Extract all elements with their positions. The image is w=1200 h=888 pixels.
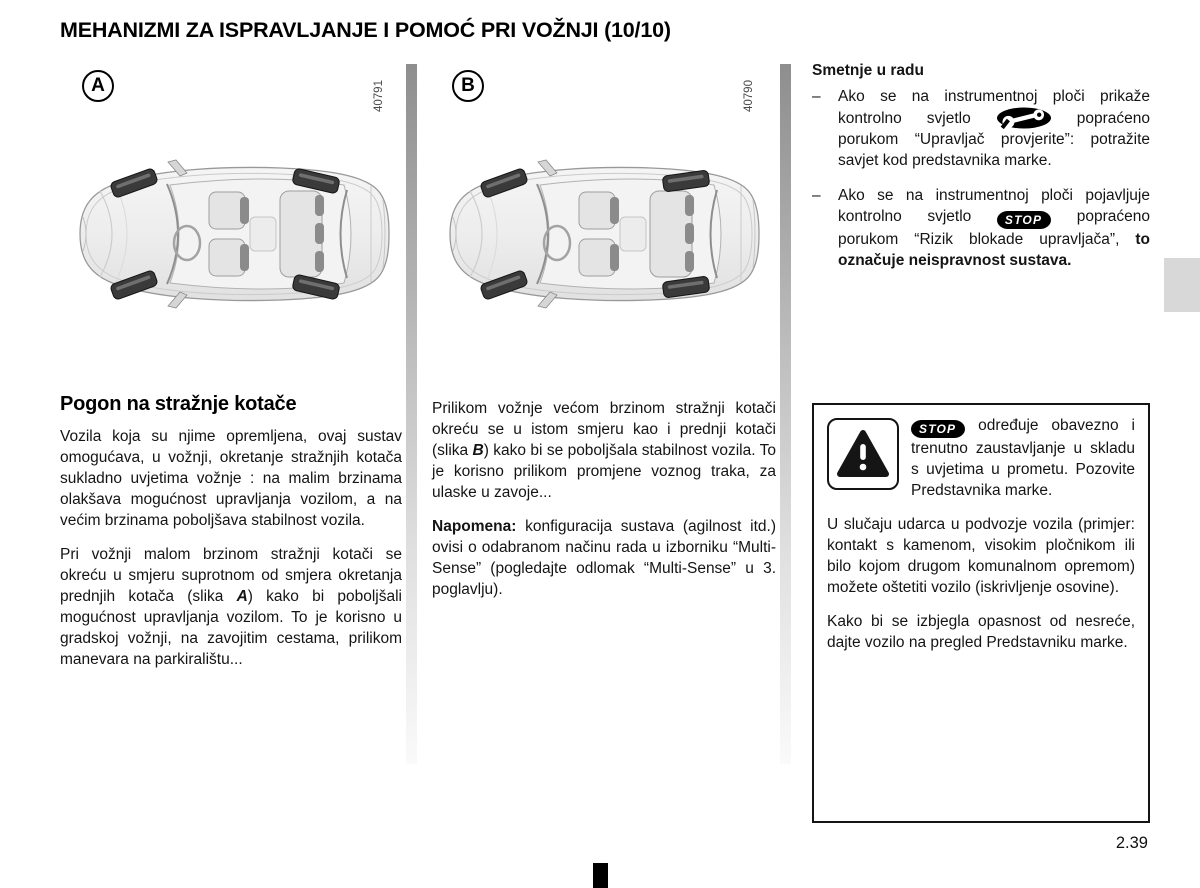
- figure-a: [60, 62, 410, 397]
- warning-paragraph: Kako bi se izbjegla opasnost od nesreće, dajte vozilo na pregled Predstavniku marke.: [827, 613, 1135, 651]
- car-top-view-b: [436, 158, 766, 310]
- figure-reference: A: [236, 588, 248, 605]
- list-item-text: [838, 86, 1150, 171]
- list-item: [812, 86, 1150, 171]
- list-item: [812, 185, 1150, 271]
- bullet-dash: –: [812, 88, 821, 105]
- text-run: popraćeno porukom “Upravljač provjerite”: potražite savjet kod predstavnika marke.: [838, 110, 1151, 169]
- text-run: određuje obavezno i trenutno zaustavljanje u skladu s uvjetima u prometu. Pozovite Predstavnika marke.: [911, 417, 1135, 499]
- figure-a-label: A: [82, 70, 114, 102]
- figure-b-ref-number: 40790: [743, 80, 755, 112]
- note-label: Napomena:: [432, 518, 517, 535]
- text-run: Pri vožnji malom brzinom stražnji kotači se okreću u smjeru suprotnom od smjera okretanja prednjih kotača (slika: [60, 546, 402, 605]
- emphasis-text: to označuje neispravnost sustava.: [838, 231, 1150, 269]
- figure-b-label: B: [452, 70, 484, 102]
- section-operating-faults: [812, 60, 1150, 285]
- page-number: 2.39: [1115, 834, 1148, 852]
- wrench-warning-light-icon: [996, 107, 1052, 129]
- car-top-view-illustration: [436, 158, 766, 310]
- text-run: ) kako bi se poboljšala stabilnost vozila. To je korisno prilikom promjene voznog traka, za ulaske u zavoje...: [432, 442, 776, 501]
- text-run: Ako se na instrumentnoj ploči pojavljuje kontrolno svjetlo: [838, 187, 1150, 225]
- page-title: MEHANIZMI ZA ISPRAVLJANJE I POMOĆ PRI VOŽNJI (10/10): [60, 18, 671, 42]
- car-top-view-illustration: [66, 158, 396, 310]
- bullet-dash: –: [812, 187, 821, 204]
- print-registration-mark: [593, 863, 608, 888]
- note-paragraph: [432, 516, 776, 600]
- section-heading: Smetnje u radu: [812, 62, 924, 79]
- stop-warning-light-badge: STOP: [997, 211, 1051, 229]
- figure-b: [430, 62, 780, 397]
- section-high-speed-behaviour: [432, 398, 776, 613]
- stop-warning-light-badge: STOP: [911, 420, 965, 438]
- text-run: Ako se na instrumentnoj ploči prikaže kontrolno svjetlo: [838, 88, 1150, 127]
- section-rear-wheel-steering: [60, 394, 402, 683]
- paragraph: [432, 398, 776, 503]
- chapter-edge-tab: [1164, 258, 1200, 312]
- list-item-text: [838, 185, 1150, 271]
- warning-paragraph: U slučaju udarca u podvozje vozila (primjer: kontakt s kamenom, visokim pločnikom ili bilo kojom drugom komunalnom opremom) možete oštetiti vozilo (iskrivljenje osovine).: [827, 516, 1135, 596]
- column-divider: [780, 64, 791, 764]
- figure-reference: B: [472, 442, 484, 459]
- text-run: konfiguracija sustava (agilnost itd.) ovisi o odabranom načinu rada u izborniku “Multi-Sense” (pogledajte odlomak “Multi-Sense” u 3. poglavlju).: [432, 518, 776, 598]
- car-top-view-a: [66, 158, 396, 310]
- paragraph: [60, 544, 402, 670]
- text-run: popraćeno porukom “Rizik blokade upravljača”,: [838, 208, 1151, 248]
- text-run: ) kako bi poboljšali mogućnost upravljanja vozilom. To je korisno u gradskoj vožnji, na zavojitim cestama, prilikom manevara na parkiralištu...: [60, 588, 402, 668]
- warning-box: [812, 403, 1150, 823]
- section-heading: Pogon na stražnje kotače: [60, 393, 297, 415]
- paragraph: Vozila koja su njime opremljena, ovaj sustav omogućava, u vožnji, okretanje stražnjih kotača sukladno uvjetima vožnje : na malim brzinama olakšava mogućnost upravljanja vozilom, a na većim brzinama poboljšava stabilnost vozila.: [60, 428, 402, 529]
- column-divider: [406, 64, 417, 764]
- text-run: Prilikom vožnje većom brzinom stražnji kotači okreću se u istom smjeru kao i prednji kotači (slika: [432, 400, 776, 459]
- warning-triangle-icon: [827, 418, 899, 490]
- figure-a-ref-number: 40791: [373, 80, 385, 112]
